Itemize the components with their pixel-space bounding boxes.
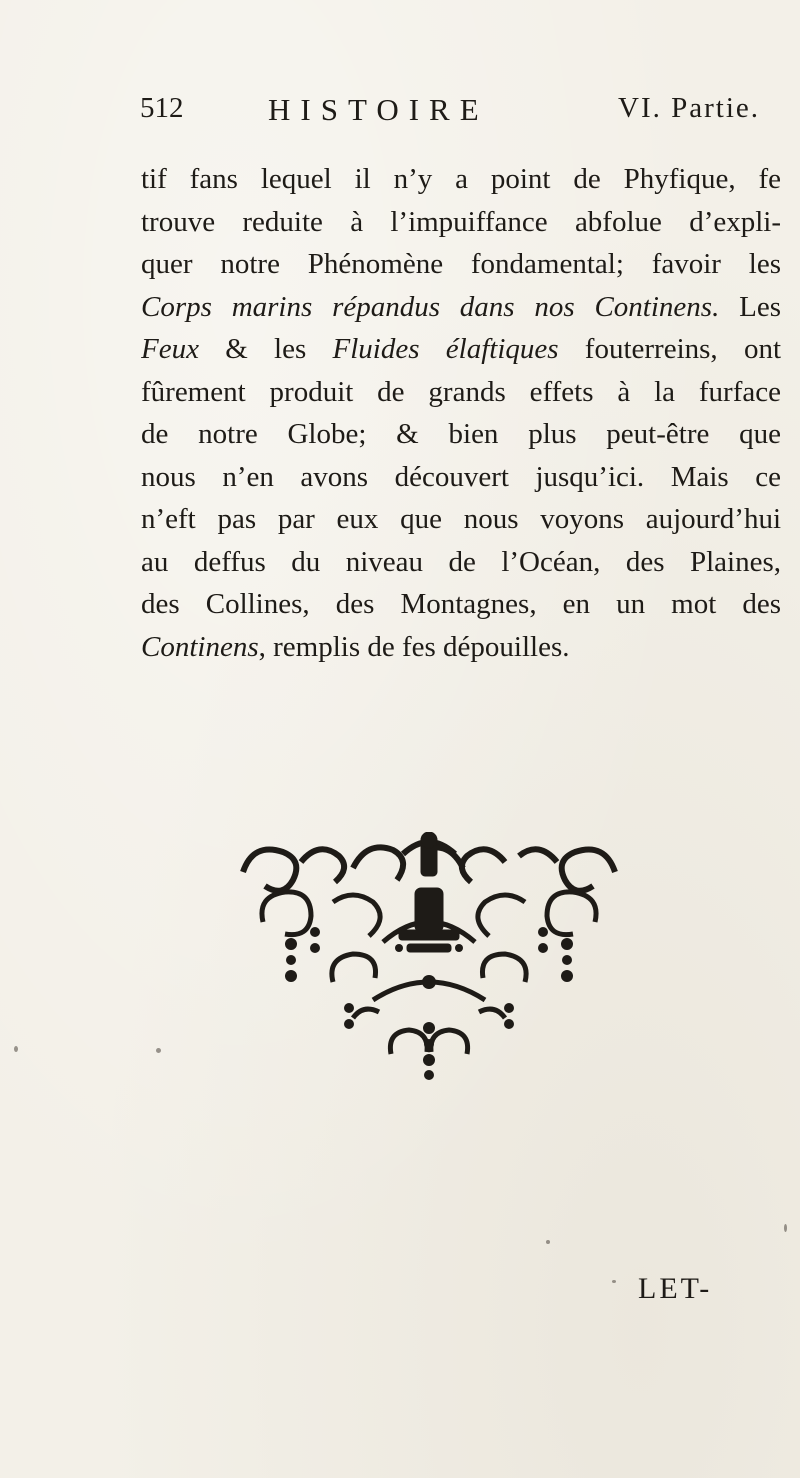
text-line <box>141 243 781 286</box>
paper-speck <box>784 1224 787 1232</box>
text-run: tif fans lequel il n’y a point de Phyfique, fe <box>141 163 781 195</box>
paper-speck <box>14 1046 18 1052</box>
text-run: & les <box>198 333 333 365</box>
paper-speck <box>546 1240 550 1244</box>
text-line <box>141 328 781 371</box>
text-line <box>141 413 781 456</box>
text-line <box>141 201 781 244</box>
text-run: fouterreins, ont <box>558 333 781 365</box>
catchword: LET- <box>638 1272 713 1305</box>
paper-speck <box>156 1048 161 1053</box>
text-line <box>141 498 781 541</box>
page-header <box>140 92 780 132</box>
paper-speck <box>612 1280 616 1283</box>
italic-phrase: Continens <box>141 630 259 663</box>
text-run: au deffus du niveau de l’Océan, des Plaines, <box>141 545 781 578</box>
text-line <box>141 286 781 329</box>
text-run: quer notre Phénomène fondamental; favoir les <box>141 248 781 280</box>
text-run: n’eft pas par eux que nous voyons aujourd’hui <box>141 503 781 535</box>
text-line <box>141 456 781 499</box>
text-run: trouve reduite à l’impuiffance abfolue d’expli- <box>141 205 781 238</box>
text-line <box>141 158 781 201</box>
text-line <box>141 626 781 669</box>
ornament-graphic <box>223 832 635 1082</box>
italic-phrase: Corps marins répandus dans nos Continens. <box>141 290 720 323</box>
section-label: VI. Partie. <box>618 92 760 124</box>
text-line <box>141 541 781 584</box>
text-run: nous n’en avons découvert jusqu’ici. Mais ce <box>141 460 781 493</box>
running-title: HISTOIRE <box>268 92 489 127</box>
text-run: , remplis de fes dépouilles. <box>258 630 570 663</box>
page-number: 512 <box>140 92 184 124</box>
text-line <box>141 583 781 626</box>
italic-phrase: Feux <box>141 333 199 365</box>
text-line <box>141 371 781 414</box>
printers-ornament-icon <box>223 832 635 1082</box>
text-run: de notre Globe; & bien plus peut-être que <box>141 418 781 450</box>
text-run: Les <box>719 290 781 323</box>
italic-phrase: Fluides élaftiques <box>332 333 559 365</box>
text-run: fûrement produit de grands effets à la furface <box>141 375 781 408</box>
text-run: des Collines, des Montagnes, en un mot des <box>141 588 781 620</box>
body-text <box>141 158 781 668</box>
